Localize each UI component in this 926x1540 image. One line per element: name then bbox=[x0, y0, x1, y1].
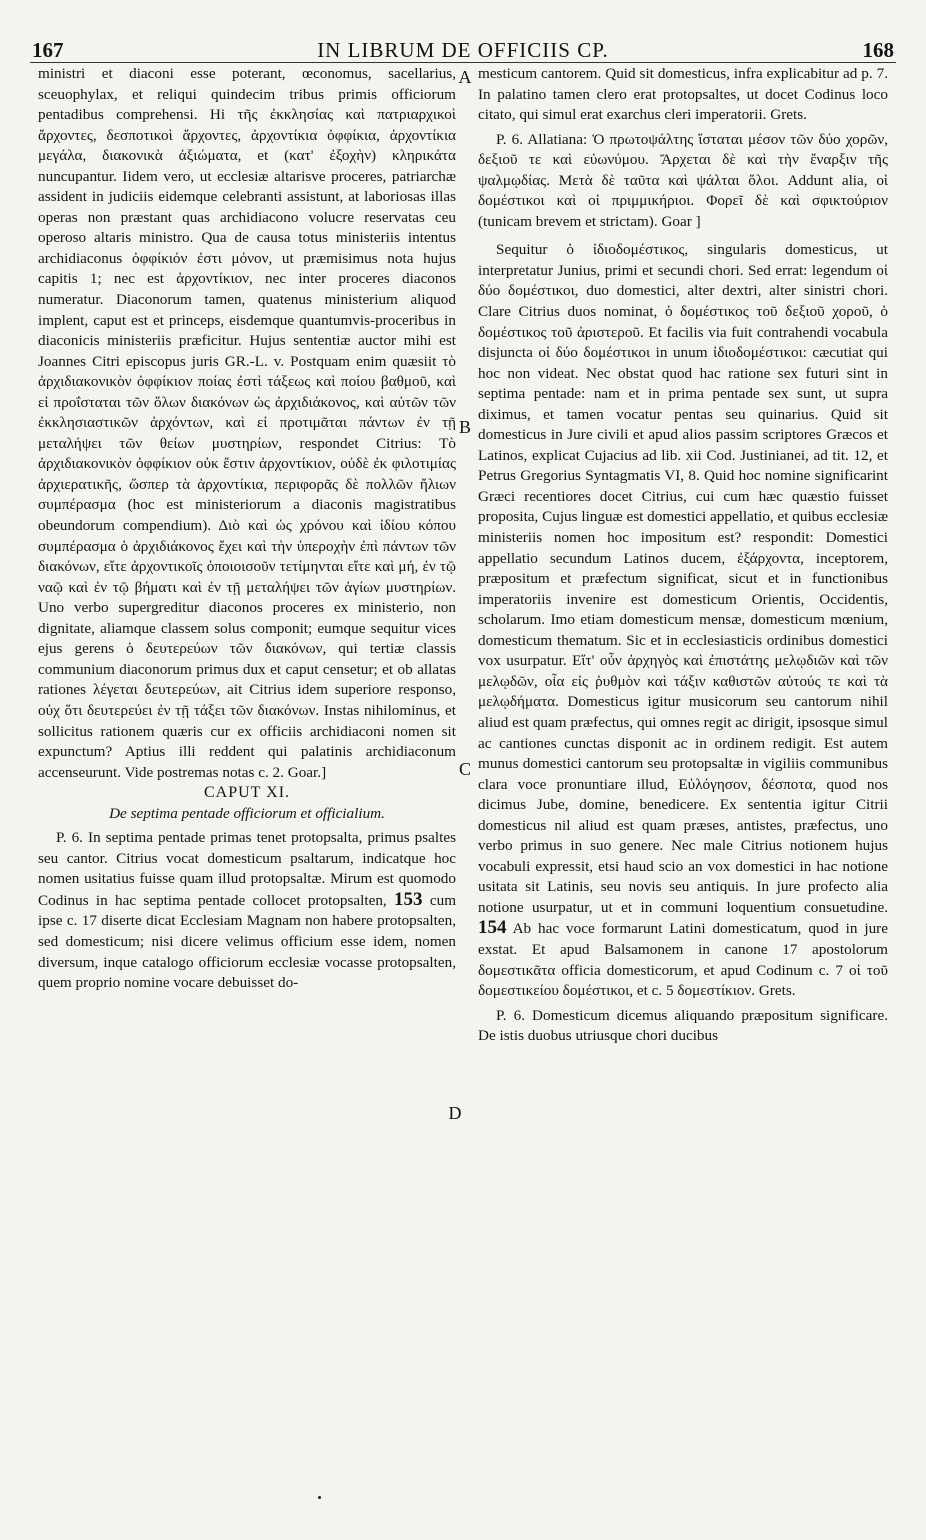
left-paragraph-1: ministri et diaconi esse poterant, œconomus, sacellarius, sceuophylax, et reliqui quindecim tribus primis officiorum pentadibus comprehensi. Hi τῆς ἐκκλησίας καὶ πατριαρχικοὶ ἄρχοντες, δεσποτικοὶ ἄρχοντες, ἀρχοντίκια ὀφφίκια, ἀρχοντίκια μεγάλα, διακονικὰ ἀξιώματα, et (κατ' ἐξοχὴν) κληρικάτα nuncupantur. Iidem vero, ut ecclesiæ altarisve proceres, patriarchæ assident in judiciis eidemque celebranti assistunt, at laboriosas illas operas non præstant quas archidiacono volucre reservatas ceu operoso altaris ministro. Qua de causa totus ministeriis intentus archidiaconus ὀφφίκιόν ἐστι μόνον, ut præmisimus nota hujus capitis 1; nec est ἀρχοντίκιον, nec inter proceres diaconos numeratur. Diaconorum tamen, quatenus ministerium aliquod implent, caput est et princeps, eisdemque quantumvis-proceribus in diaconicis ministeriis præficitur. Hujus sententiæ auctor mihi est Joannes Citri episcopus juris GR.-L. v. Postquam enim quæsiit τὸ ἀρχιδιακονικὸν ὀφφίκιον ποίας ἐστὶ τάξεως καὶ ποίου βαθμοῦ, καὶ εἰ προΐσταται τῶν ὅλων διακόνων ὡς ἀρχιδιάκονος, καὶ αὐτῶν τῶν ἐκκλησιαστικῶν ἀρχόντων, καὶ εἰ προτιμᾶται πάντων ἐν τῇ μεταλήψει τῶν θείων μυστηρίων, respondet Citrius: Τὸ ἀρχιδιακονικὸν ὀφφίκιον οὐκ ἔστιν ἀρχοντίκιον, οὐδὲ ἐκ φιλοτιμίας ἀρχιερατικῆς, ὥσπερ τὰ ἀρχοντίκια, περιφορᾶς δὲ πολλῶν ἤλιων συμπέρασμα (hoc est ministeriorum a diaconis magistratibus obeundorum compendium). Διὸ καὶ ὡς χρόνου καὶ ἰδίου κόπου συμπέρασμα ὁ ἀρχιδιάκονος ἔχει καὶ τὴν ὑπεροχὴν ἐπὶ πάντων τῶν διακόνων, εἴτε ἀρχοντικοῖς ὁποιοισοῦν τετίμηνται εἴτε καὶ μή, ἐν τῷ ναῷ καὶ ἐν τῷ βήματι καὶ ἐν τῇ μεταλήψει τῶν ἁγίων μυστηρίων. Uno verbo supergreditur diaconos proceres ex ministerio, non dignitate, aliamque classem solus componit; eumque sequitur vices ejus gerens ὁ δευτερεύων τῶν διακόνων, qui tertiæ classis communium diaconorum primus dux et caput censetur; et ob allatas rationes λέγεται δευτερεύων, ait Citrius idem superiore responso, οὐχ ὅτι δευτερεύει ἐν τῇ τάξει τῶν διακόνων. Instas nihilominus, et sollicitus rationem quæris cur ex officiis archidiaconi nomen sit expunctum? Aptius illi reddent qui palatinis archidiaconum accenseurunt. Vide postremas notas c. 2. Goar.] bbox=[38, 65, 456, 781]
running-title: IN LIBRUM DE OFFICIIS CP. bbox=[317, 38, 609, 62]
chapter-title: CAPUT XI. bbox=[203, 784, 291, 802]
left-paragraph-2-start: P. 6. In septima pentade primas tenet protopsalta, primus psaltes seu cantor. Citrius vocat domesticum psaltarum, indicatque hoc nomen usitatius fuisse quam illud protopsaltæ. Mirum est quomodo Codinus in hac septima pentade collocet protopsalten, bbox=[38, 829, 456, 909]
running-header bbox=[30, 36, 896, 63]
right-paragraph-2: P. 6. Allatiana: Ὁ πρωτοψάλτης ἵσταται μέσον τῶν δύο χορῶν, δεξιοῦ τε καὶ εὐωνύμου. Ἄρχεται δὲ καὶ τὴν ἔναρξιν τῆς ψαλμῳδίας. Μετὰ δὲ ταῦτα καὶ ψάλται ὅλοι. Addunt alia, οἱ δομέστικοι καὶ οἱ πριμμικήριοι. Φορεῖ δὲ καὶ σφικτούριον (tunicam brevem et strictam). Goar ] bbox=[478, 130, 888, 230]
left-page-number: 167 bbox=[32, 38, 64, 62]
right-paragraph-3 bbox=[478, 240, 888, 1001]
right-paragraph-4: P. 6. Domesticum dicemus aliquando præpositum significare. De istis duobus utriusque chori ducibus bbox=[478, 1006, 888, 1045]
column-number-154: 154 bbox=[478, 917, 507, 939]
margin-marker-d: D bbox=[448, 1103, 462, 1123]
page-speck bbox=[318, 1496, 321, 1499]
margin-marker-a: A bbox=[458, 67, 472, 87]
left-paragraph-2-end: cum ipse c. 17 diserte dicat Ecclesiam Magnam non habere protopsalten, sed domesticum; nisi dicere velimus officium esse idem, nomen diversum, inque catalogo officiorum ecclesiæ vocasse protopsalten, quem proprio nomine vocare debuisset do- bbox=[38, 891, 457, 992]
left-column bbox=[38, 64, 456, 994]
right-paragraph-3-end: Ab hac voce formarunt Latini domesticatum, quod in jure exstat. Et apud Balsamonem in canone 17 apostolorum δομεστικᾶτα officia domesticorum, et apud Codinum c. 7 οἱ τοῦ δομεστικείου δομέστικοι, et c. 5 δομεστίκιον. Grets. bbox=[478, 920, 888, 1000]
right-column bbox=[478, 64, 888, 1047]
left-paragraph-2 bbox=[38, 828, 456, 993]
chapter-subtitle: De septima pentade officiorum et officialium. bbox=[109, 804, 385, 822]
column-number-153: 153 bbox=[394, 888, 423, 910]
right-paragraph-1: mesticum cantorem. Quid sit domesticus, infra explicabitur ad p. 7. In palatino tamen clero erat protopsaltes, ut docet Codinus loco citato, qui simul erat exarchus cleri imperatorii. Grets. bbox=[478, 65, 888, 124]
margin-marker-b: B bbox=[458, 417, 471, 437]
right-page-number: 168 bbox=[862, 38, 894, 62]
margin-marker-c: C bbox=[458, 759, 471, 779]
right-paragraph-3-main: Sequitur ὁ ἰδιοδομέστικος, singularis domesticus, ut interpretatur Junius, primi et secundi chori. Sed errat: legendum οἱ δύο δομέστικοι, duo domestici, alter dextri, alter sinistri chori. Clare Citrius duos nominat, ὁ δομέστικος τοῦ δεξιοῦ χοροῦ, ὁ δομέστικος τοῦ ἀριστεροῦ. Et facilis via fuit contrahendi vocabula disjuncta οἱ δύο δομέστικοι in unum ἰδιοδομέστικοι: cæcutiat qui hoc non videat. Nec obstat quod hac ratione sex futuri sint in septima pentade: nam et in prima pentade sex sunt, ut supra diximus, et tamen vocatur pentas seu quinarius. Quid sit domesticus in Jure civili et apud alios passim scriptores Græcos et Latinos, explicat Cujacius ad lib. xii Cod. Justinianei, ad tit. 12, et Petrus Gregorius Syntagmatis VI, 8. Quid hoc nomine significarint Græci recentiores docet Citrius, cui cum hæc quæstio fuisset proposita, Cujus linguæ est domestici appellatio, et quibus ecclesiæ ministeriis nomen hoc impositum est? respondit: Domestici appellatio secundum Latinos ducem, ἐξάρχοντα, inceptorem, præpositum et præfectum significat, sicut et in functionibus imperatoriis invenire est domesticum Orientis, Occidentis, scholarum. Imo etiam domesticum mensæ, domesticum mœnium, domesticum thematum. Sic et in ecclesiasticis ordinibus domestici vox usurpatur. Εἴτ' οὖν ἀρχηγὸς καὶ ἐπιστάτης μελῳδιῶν καὶ τῶν μελῳδῶν, οἷα εἰς ῥυθμὸν καὶ τάξιν καθιστῶν αὐτούς τε καὶ τὰ μελῳδήματα. Domesticus igitur musicorum seu cantorum nihil aliud est quam præfectus, qui omnes regit ac dirigit, ipsosque simul ac cantiones cunctas disponit ac in ordinem redigit. Est autem munus domestici cantorum seu protopsaltæ in vigiliis communibus clara voce pronuntiare illud, Εὐλόγησον, δέσποτα, quod nos dicimus Jube, domine, benedicere. Ex sententia igitur Citrii domesticus nil aliud est quam præses, antistes, præfectus, uno verbo primus in suo genere. Nec male Citrius notionem hujus vocabuli expressit, etsi haud scio an vox domestici in hac notione usitata sit Latinis, seu novis seu antiquis. In jure profecto alia notione usurpatur, ut et in communi loquentium consuetudine. bbox=[478, 241, 889, 916]
